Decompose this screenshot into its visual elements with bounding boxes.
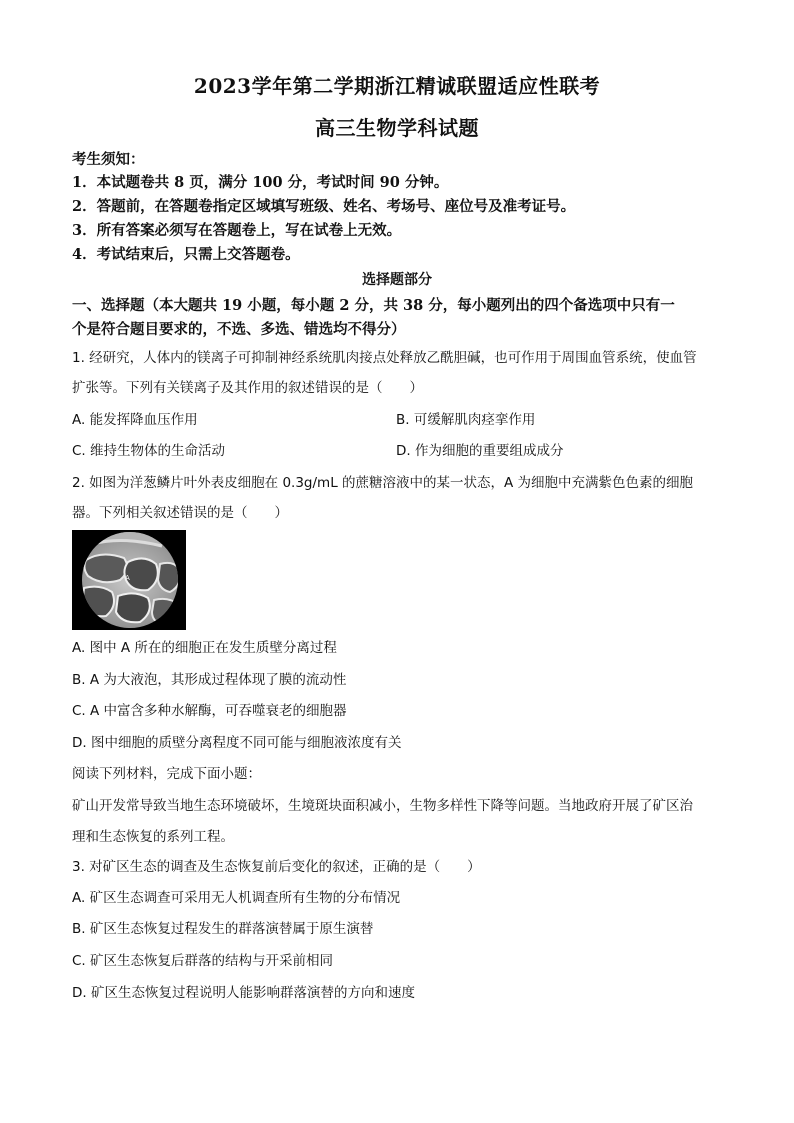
q1-option-c: C. 维持生物体的生命活动 [72, 443, 226, 459]
reading-material-line1: 矿山开发常导致当地生态环境破坏，生境斑块面积减小，生物多样性下降等问题。当地政府开展了矿区治 [72, 798, 693, 814]
q3-option-d: D. 矿区生态恢复过程说明人能影响群落演替的方向和速度 [72, 985, 415, 1001]
reading-material-line2: 理和生态恢复的系列工程。 [72, 829, 234, 845]
notice-item-3: 3．所有答案必须写在答题卷上，写在试卷上无效。 [72, 222, 402, 239]
q2-option-b: B. A 为大液泡，其形成过程体现了膜的流动性 [72, 672, 347, 688]
q1-option-a: A. 能发挥降血压作用 [72, 412, 198, 428]
reading-intro: 阅读下列材料，完成下面小题： [72, 766, 261, 782]
section-instruction-line1: 一、选择题（本大题共 19 小题，每小题 2 分，共 38 分，每小题列出的四个备选项中只有一 [72, 297, 675, 314]
micrograph-svg [72, 530, 186, 630]
q3-option-b: B. 矿区生态恢复过程发生的群落演替属于原生演替 [72, 921, 374, 937]
q1-option-b: B. 可缓解肌肉痉挛作用 [396, 412, 536, 428]
figure-label-a: A [125, 574, 130, 582]
q2-stem-line2: 器。下列相关叙述错误的是（ ） [72, 505, 288, 521]
q2-stem-line1: 2. 如图为洋葱鳞片叶外表皮细胞在 0.3g/mL 的蔗糖溶液中的某一状态，A 为细胞中充满紫色色素的细胞 [72, 475, 694, 491]
notice-item-2: 2．答题前，在答题卷指定区域填写班级、姓名、考场号、座位号及准考证号。 [72, 198, 576, 215]
q3-stem: 3. 对矿区生态的调查及生态恢复前后变化的叙述，正确的是（ ） [72, 859, 481, 875]
q3-option-a: A. 矿区生态调查可采用无人机调查所有生物的分布情况 [72, 890, 401, 906]
q2-option-a: A. 图中 A 所在的细胞正在发生质壁分离过程 [72, 640, 337, 656]
exam-subtitle: 高三生物学科试题 [315, 116, 479, 140]
q3-option-c: C. 矿区生态恢复后群落的结构与开采前相同 [72, 953, 334, 969]
q1-stem-line2: 扩张等。下列有关镁离子及其作用的叙述错误的是（ ） [72, 380, 423, 396]
q1-stem-line1: 1. 经研究，人体内的镁离子可抑制神经系统肌肉接点处释放乙酰胆碱，也可作用于周围血管系统，使血管 [72, 350, 697, 366]
exam-title: 2023学年第二学期浙江精诚联盟适应性联考 [193, 74, 601, 98]
notice-item-4: 4．考试结束后，只需上交答题卷。 [72, 246, 300, 263]
onion-cell-micrograph [72, 530, 186, 630]
q2-option-c: C. A 中富含多种水解酶，可吞噬衰老的细胞器 [72, 703, 347, 719]
notice-heading: 考生须知： [72, 151, 145, 168]
section-title: 选择题部分 [362, 272, 432, 288]
q2-option-d: D. 图中细胞的质壁分离程度不同可能与细胞液浓度有关 [72, 735, 402, 751]
q1-option-d: D. 作为细胞的重要组成成分 [396, 443, 564, 459]
notice-item-1: 1．本试题卷共 8 页，满分 100 分，考试时间 90 分钟。 [72, 174, 449, 191]
section-instruction-line2: 个是符合题目要求的，不选、多选、错选均不得分） [72, 321, 406, 338]
